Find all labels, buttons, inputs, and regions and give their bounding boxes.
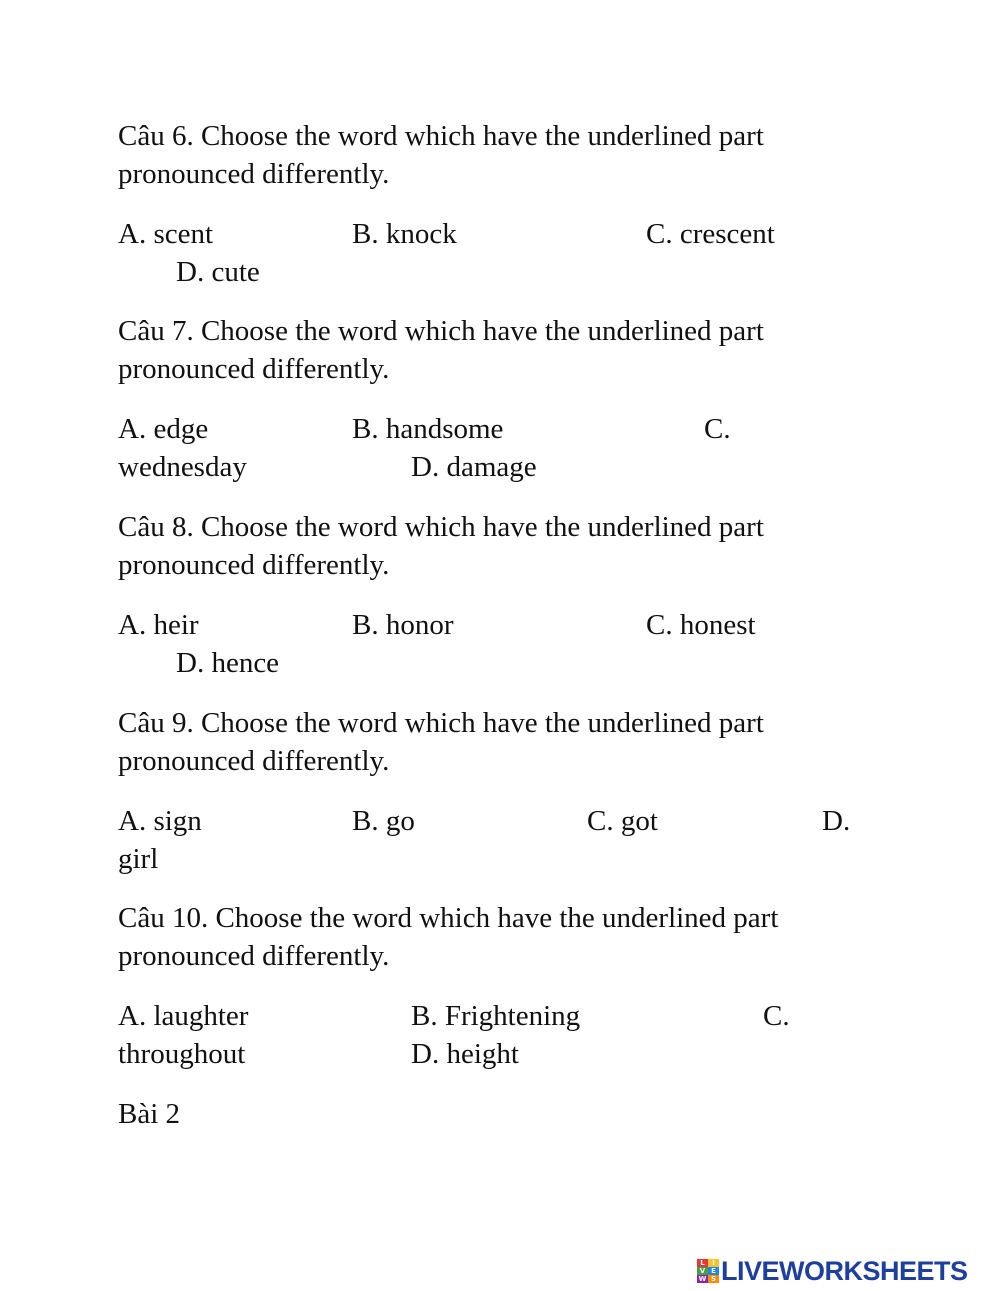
question-7-stem-line2: pronounced differently. — [118, 353, 390, 385]
logo-text: LIVEWORKSHEETS — [721, 1255, 968, 1286]
logo-mark-letter: E — [708, 1267, 719, 1275]
question-8-option-b: B. honor — [352, 609, 454, 641]
logo-mark-letter: V — [697, 1267, 708, 1275]
question-9-option-d-label: D. — [822, 805, 851, 837]
question-8-option-a: A. heir — [118, 609, 199, 641]
question-7-option-a: A. edge — [118, 413, 209, 445]
question-7-stem-line1: Câu 7. Choose the word which have the underlined part — [118, 315, 764, 347]
question-6-stem-line1: Câu 6. Choose the word which have the underlined part — [118, 120, 764, 152]
question-9-option-a: A. sign — [118, 805, 202, 837]
question-10-stem-line2: pronounced differently. — [118, 940, 390, 972]
question-9-option-c: C. got — [587, 805, 658, 837]
question-8-stem-line1: Câu 8. Choose the word which have the underlined part — [118, 511, 764, 543]
question-10-option-a: A. laughter — [118, 1000, 249, 1032]
logo-mark-letter: L — [697, 1259, 708, 1267]
question-9-stem-line1: Câu 9. Choose the word which have the underlined part — [118, 707, 764, 739]
logo-mark-icon — [697, 1259, 719, 1283]
question-7-option-c-label: C. — [704, 413, 731, 445]
question-8-option-c: C. honest — [646, 609, 756, 641]
question-6-option-a: A. scent — [118, 218, 214, 250]
question-10-option-c-word: throughout — [118, 1038, 246, 1070]
question-6-stem-line2: pronounced differently. — [118, 158, 390, 190]
liveworksheets-logo — [697, 1254, 968, 1288]
question-10-stem-line1: Câu 10. Choose the word which have the underlined part — [118, 902, 779, 934]
question-7-option-b: B. handsome — [352, 413, 504, 445]
logo-mark-letter: S — [708, 1275, 719, 1283]
question-10-option-b: B. Frightening — [411, 1000, 581, 1032]
question-6-option-c: C. crescent — [646, 218, 775, 250]
question-7-option-c-word: wednesday — [118, 451, 247, 483]
question-7-option-d: D. damage — [411, 451, 537, 483]
question-6-option-d: D. cute — [176, 256, 260, 288]
question-8-option-d: D. hence — [176, 647, 280, 679]
question-6-option-b: B. knock — [352, 218, 457, 250]
question-9-option-b: B. go — [352, 805, 415, 837]
question-9-stem-line2: pronounced differently. — [118, 745, 390, 777]
question-10-option-c-label: C. — [763, 1000, 790, 1032]
logo-mark-letter: W — [698, 1275, 707, 1283]
section-label: Bài 2 — [118, 1098, 181, 1130]
question-8-stem-line2: pronounced differently. — [118, 549, 390, 581]
logo-mark-letter: I — [708, 1259, 719, 1267]
question-9-option-d-word: girl — [118, 843, 159, 875]
question-10-option-d: D. height — [411, 1038, 519, 1070]
